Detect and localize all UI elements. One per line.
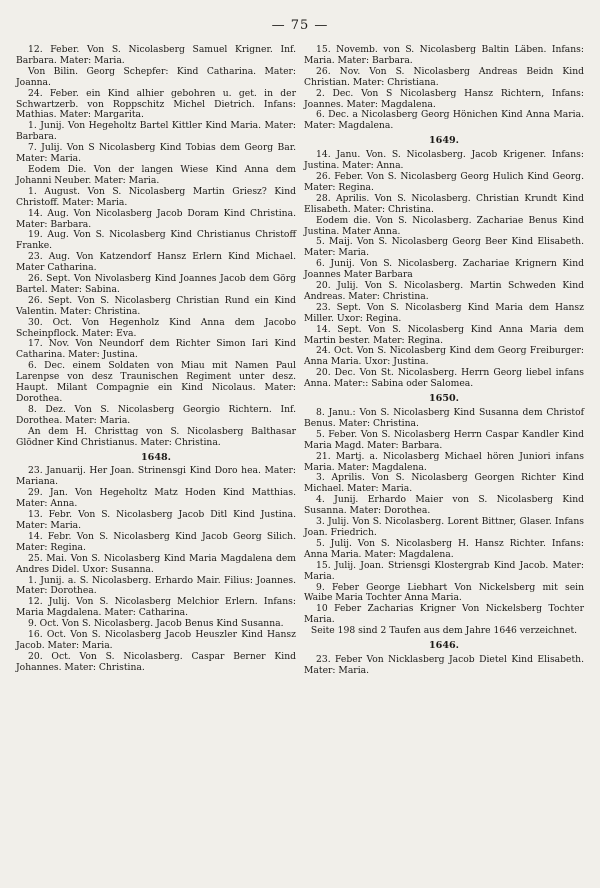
register-entry: 23. Aug. Von Katzendorf Hansz Erlern Kind Michael. Mater Catharina. xyxy=(16,251,296,274)
register-entry: 4. Junij. Erhardo Maier von S. Nicolasberg Kind Susanna. Mater: Dorothea. xyxy=(304,494,584,517)
register-entry: 12. Feber. Von S. Nicolasberg Samuel Krigner. Inf. Barbara. Mater: Maria. xyxy=(16,44,296,66)
register-entry: Eodem die. Von S. Nicolasberg. Zachariae Benus Kind Justina. Mater Anna. xyxy=(304,214,584,237)
register-entry: 9. Oct. Von S. Nicolasberg. Jacob Benus Kind Susanna. xyxy=(28,618,284,630)
register-entry: 20. Oct. Von S. Nicolasberg. Caspar Berner Kind Johannes. Mater: Christina. xyxy=(16,650,296,673)
page-number: — 75 — xyxy=(271,18,329,33)
register-entry: 23. Feber Von Nicklasberg Jacob Dietel Kind Elisabeth. Mater: Maria. xyxy=(304,653,584,676)
register-entry: 15. Novemb. von S. Nicolasberg Baltin Läben. Infans: Maria. Mater: Barbara. xyxy=(304,44,584,66)
year-heading: 1646. xyxy=(428,640,460,652)
register-entry: 6. Junij. Von S. Nicolasberg. Zachariae Krignern Kind Joannes Mater Barbara xyxy=(304,258,584,281)
register-entry: 1. Junij. a. S. Nicolasberg. Erhardo Mair. Filius: Joannes. Mater: Dorothea. xyxy=(16,574,296,597)
register-entry: 17. Nov. Von Neundorf dem Richter Simon Iari Kind Catharina. Mater: Justina. xyxy=(16,338,296,361)
register-entry: 6. Dec. a Nicolasberg Georg Hönichen Kind Anna Maria. Mater: Magdalena. xyxy=(304,109,584,132)
register-entry: 23. Sept. Von S. Nicolasberg Kind Maria dem Hansz Miller. Uxor: Regina. xyxy=(304,301,584,324)
register-entry: 13. Febr. Von S. Nicolasberg Jacob Ditl Kind Justina. Mater: Maria. xyxy=(16,509,296,531)
register-entry: 14. Febr. Von S. Nicolasberg Kind Jacob Georg Silich. Mater: Regina. xyxy=(16,530,296,553)
register-entry: 5. Feber. Von S. Nicolasberg Herrn Caspar Kandler Kind Maria Magd. Mater: Barbara. xyxy=(304,428,584,451)
register-entry: 8. Janu.: Von S. Nicolasberg Kind Susanna dem Christof Benus. Mater: Christina. xyxy=(304,407,584,429)
register-entry: 10 Feber Zacharias Krigner Von Nickelsberg Tochter Maria. xyxy=(304,603,584,626)
register-entry: 14. Janu. Von. S. Nicolasberg. Jacob Krigener. Infans: Justina. Mater: Anna. xyxy=(304,149,584,172)
register-entry: 2. Dec. Von S Nicolasberg Hansz Richtern, Infans: Joannes. Mater: Magdalena. xyxy=(304,87,584,110)
register-entry: Von Bilin. Georg Schepfer: Kind Catharina. Mater: Joanna. xyxy=(16,65,296,88)
register-entry: 6. Dec. einem Soldaten von Miau mit Namen Paul Larenpse von desz Traunischen Regiment unter desz. Haupt. Milant Compagnie ein Kind Nicolaus. Mater: Dorothea. xyxy=(16,360,296,404)
right-column xyxy=(304,45,584,677)
year-heading: 1648. xyxy=(140,451,172,463)
register-entry: 26. Sept. Von Nivolasberg Kind Joannes Jacob dem Görg Bartel. Mater: Sabina. xyxy=(16,273,296,295)
register-entry: 28. Aprilis. Von S. Nicolasberg. Christian Krundt Kind Elisabeth. Mater: Christina. xyxy=(304,192,584,215)
register-entry: 24. Oct. Von S. Nicolasberg Kind dem Georg Freiburger: Anna Maria. Uxor: Justina. xyxy=(304,345,584,368)
register-entry: 16. Oct. Von S. Nicolasberg Jacob Heuszler Kind Hansz Jacob. Mater: Maria. xyxy=(16,629,296,651)
year-heading: 1650. xyxy=(428,393,460,405)
register-entry: 9. Feber George Liebhart Von Nickelsberg mit sein Waibe Maria Tochter Anna Maria. xyxy=(304,581,584,604)
register-entry: 8. Dez. Von S. Nicolasberg Georgio Richtern. Inf. Dorothea. Mater: Maria. xyxy=(16,403,296,426)
register-entry: 20. Julij. Von S. Nicolasberg. Martin Schweden Kind Andreas. Mater: Christina. xyxy=(304,280,584,302)
register-entry: 5. Maij. Von S. Nicolasberg Georg Beer Kind Elisabeth. Mater: Maria. xyxy=(304,236,584,259)
register-entry: 25. Mai. Von S. Nicolasberg Kind Maria Magdalena dem Andres Didel. Uxor: Susanna. xyxy=(16,552,296,575)
register-entry: 3. Aprilis. Von S. Nicolasberg Georgen Richter Kind Michael. Mater: Maria. xyxy=(304,472,584,495)
register-entry: 14. Sept. Von S. Nicolasberg Kind Anna Maria dem Martin bester. Mater: Regina. xyxy=(304,323,584,346)
register-entry: 24. Feber. ein Kind alhier gebohren u. get. in der Schwartzerb. von Roppschitz Michel Dietrich. Infans: Mathias. Mater: Margarita. xyxy=(16,87,296,121)
register-entry: 14. Aug. Von Nicolasberg Jacob Doram Kind Christina. Mater: Barbara. xyxy=(16,207,296,230)
register-entry: 7. Julij. Von S Nicolasberg Kind Tobias dem Georg Bar. Mater: Maria. xyxy=(16,142,296,165)
left-column xyxy=(16,45,296,677)
register-entry: 26. Sept. Von S. Nicolasberg Christian Rund ein Kind Valentin. Mater: Christina. xyxy=(16,294,296,317)
register-entry: 26. Feber. Von S. Nicolasberg Georg Hulich Kind Georg. Mater: Regina. xyxy=(304,170,584,193)
register-note: Seite 198 sind 2 Taufen aus dem Jahre 1646 verzeichnet. xyxy=(310,625,578,637)
register-entry: 5. Julij. Von S. Nicolasberg H. Hansz Richter. Infans: Anna Maria. Mater: Magdalena. xyxy=(304,537,584,560)
register-entry: 19. Aug. Von S. Nicolasberg Kind Christianus Christoff Franke. xyxy=(16,229,296,252)
year-heading: 1649. xyxy=(428,135,460,147)
register-entry: 21. Martj. a. Nicolasberg Michael hören Juniori infans Maria. Mater: Magdalena. xyxy=(304,450,584,473)
register-entry: 1. August. Von S. Nicolasberg Martin Griesz? Kind Christoff. Mater: Maria. xyxy=(16,185,296,208)
register-entry: Eodem Die. Von der langen Wiese Kind Anna dem Johanni Neuber. Mater: Maria. xyxy=(16,163,296,186)
register-entry: 15. Julij. Joan. Striensgi Klostergrab Kind Jacob. Mater: Maria. xyxy=(304,559,584,582)
register-entry: 26. Nov. Von S. Nicolasberg Andreas Beidn Kind Christian. Mater: Christiana. xyxy=(304,65,584,88)
register-entry: 12. Julij. Von S. Nicolasberg Melchior Erlern. Infans: Maria Magdalena. Mater: Catharina. xyxy=(16,596,296,619)
register-entry: 29. Jan. Von Hegeholtz Matz Hoden Kind Matthias. Mater: Anna. xyxy=(16,487,296,510)
register-entry: 1. Junij. Von Hegeholtz Bartel Kittler Kind Maria. Mater: Barbara. xyxy=(16,120,296,143)
columns xyxy=(16,45,584,677)
register-entry: 23. Januarij. Her Joan. Strinensgi Kind Doro hea. Mater: Mariana. xyxy=(16,465,296,488)
register-entry: 20. Dec. Von St. Nicolasberg. Herrn Georg liebel infans Anna. Mater:: Sabina oder Salomea. xyxy=(304,367,584,390)
register-entry: An dem H. Christtag von S. Nicolasberg Balthasar Glödner Kind Christianus. Mater: Christina. xyxy=(16,425,296,448)
register-entry: 3. Julij. Von S. Nicolasberg. Lorent Bittner, Glaser. Infans Joan. Friedrich. xyxy=(304,516,584,538)
register-entry: 30. Oct. Von Hegenholz Kind Anna dem Jacobo Scheinpflock. Mater: Eva. xyxy=(16,316,296,339)
